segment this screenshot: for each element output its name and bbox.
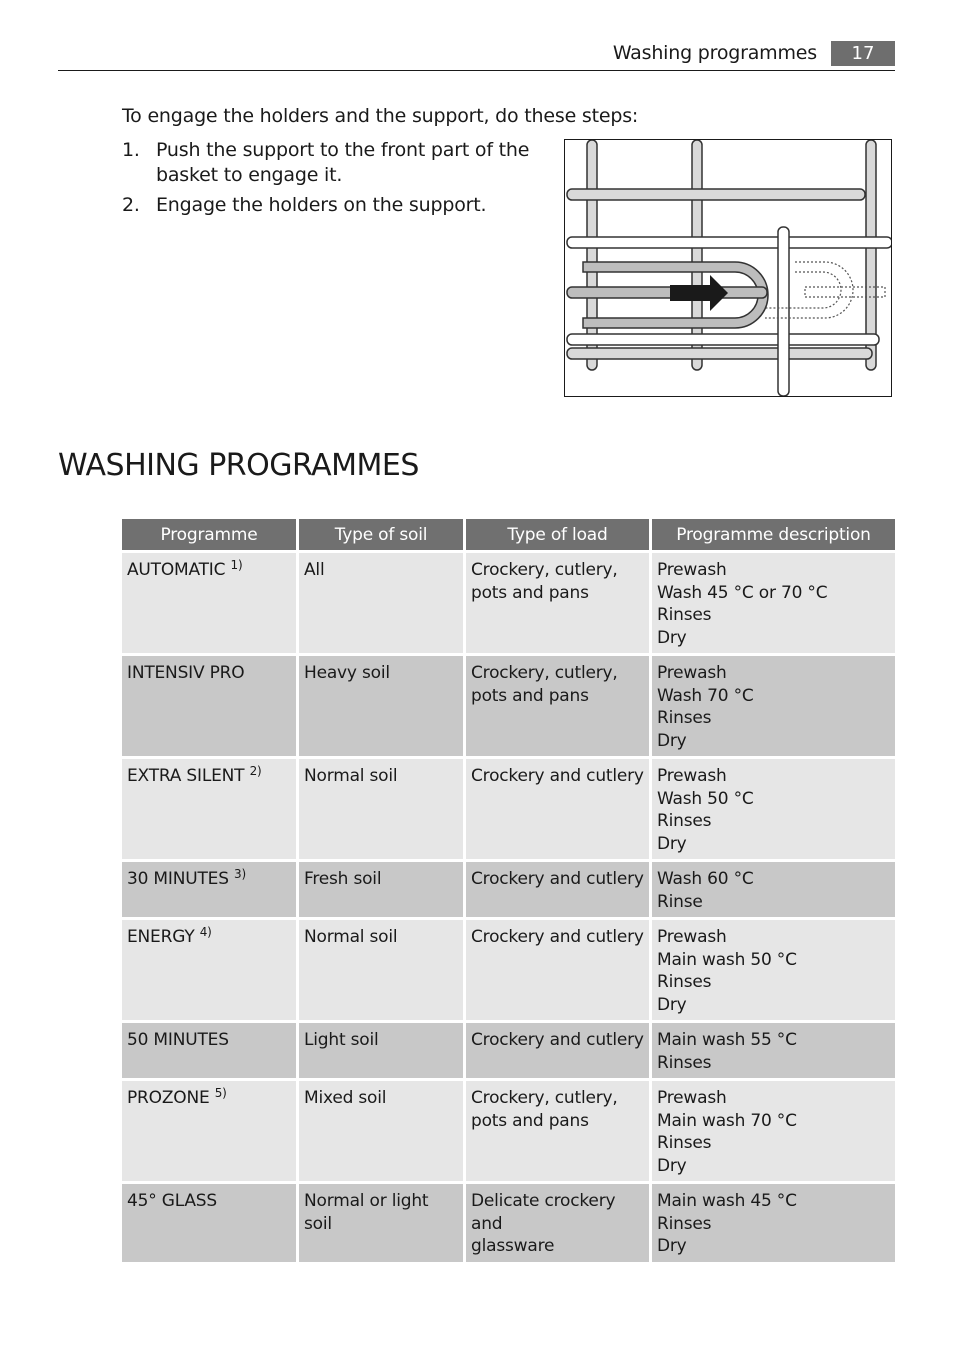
soil-cell: Light soil (299, 1023, 466, 1081)
description-cell (652, 1184, 895, 1262)
programme-cell (122, 759, 299, 862)
soil-cell: Heavy soil (299, 656, 466, 759)
programme-cell (122, 862, 299, 920)
description-line: Rinses (657, 605, 712, 625)
page-number: 17 (831, 41, 895, 66)
step-number: 1. (122, 139, 140, 161)
load-line: Crockery, cutlery, (471, 560, 618, 580)
table-row (122, 1081, 895, 1184)
load-line: pots and pans (471, 685, 589, 706)
basket-rod (567, 334, 879, 345)
table-row (122, 862, 895, 920)
holder-target-outline (765, 272, 841, 308)
description-cell (652, 759, 895, 862)
steps-list (122, 138, 542, 223)
description-cell (652, 1023, 895, 1081)
basket-rod (567, 348, 872, 359)
description-line: Main wash 50 °C (657, 949, 797, 970)
description-line: Wash 70 °C (657, 685, 754, 706)
description-line: Rinses (657, 1133, 712, 1153)
description-line: Prewash (657, 663, 727, 683)
load-line: Crockery and cutlery (471, 766, 644, 786)
load-line: Crockery and cutlery (471, 927, 644, 947)
table-row (122, 920, 895, 1023)
footnote-marker: 5) (214, 1086, 227, 1100)
description-line: Prewash (657, 927, 727, 947)
section-title: WASHING PROGRAMMES (58, 448, 419, 483)
holder-part (567, 287, 767, 298)
load-line: Crockery, cutlery, (471, 1088, 618, 1108)
load-line: Crockery and cutlery (471, 869, 644, 889)
description-cell (652, 920, 895, 1023)
load-cell (466, 862, 652, 920)
table-row (122, 1023, 895, 1081)
description-line: Wash 45 °C or 70 °C (657, 582, 828, 603)
programme-name: AUTOMATIC (127, 560, 226, 580)
programme-cell (122, 1184, 299, 1262)
step-item (122, 193, 542, 218)
step-number: 2. (122, 194, 140, 216)
footnote-marker: 4) (199, 925, 212, 939)
basket-rod (567, 237, 891, 248)
footnote-marker: 2) (249, 764, 262, 778)
description-line: Wash 50 °C (657, 788, 754, 809)
column-header: Programme (122, 519, 299, 553)
programme-cell (122, 1081, 299, 1184)
description-line: Wash 60 °C (657, 869, 754, 889)
description-line: Main wash 45 °C (657, 1191, 797, 1211)
programme-name: INTENSIV PRO (127, 663, 245, 683)
soil-cell: Fresh soil (299, 862, 466, 920)
description-cell (652, 553, 895, 656)
load-line: Crockery and cutlery (471, 1030, 644, 1050)
programme-cell (122, 656, 299, 759)
description-cell (652, 656, 895, 759)
description-line: Rinses (657, 811, 712, 831)
header-title: Washing programmes (612, 42, 817, 64)
load-cell (466, 553, 652, 656)
programme-cell (122, 553, 299, 656)
table-row (122, 1184, 895, 1262)
column-header: Programme description (652, 519, 895, 553)
footnote-marker: 3) (234, 867, 246, 881)
soil-cell: Normal soil (299, 920, 466, 1023)
programme-name: ENERGY (127, 927, 195, 947)
basket-rod (567, 189, 865, 200)
soil-cell: Normal soil (299, 759, 466, 862)
soil-cell: All (299, 553, 466, 656)
intro-text: To engage the holders and the support, do these steps: (122, 105, 639, 127)
table-row (122, 553, 895, 656)
description-line: Prewash (657, 560, 727, 580)
step-text: Push the support to the front part of the basket to engage it. (156, 139, 530, 186)
soil-cell: Mixed soil (299, 1081, 466, 1184)
column-header: Type of soil (299, 519, 466, 553)
programme-cell (122, 920, 299, 1023)
programme-cell (122, 1023, 299, 1081)
load-cell (466, 656, 652, 759)
footnote-marker: 1) (230, 558, 243, 572)
load-line: glassware (471, 1236, 555, 1256)
load-cell (466, 1023, 652, 1081)
programme-name: EXTRA SILENT (127, 766, 245, 786)
load-line: Delicate crockery and (471, 1191, 616, 1234)
programme-name: 45° GLASS (127, 1191, 217, 1211)
description-line: Prewash (657, 1088, 727, 1108)
description-line: Dry (657, 833, 687, 854)
description-line: Dry (657, 994, 687, 1015)
header-rule (58, 70, 895, 71)
step-item (122, 138, 542, 188)
description-line: Dry (657, 627, 687, 648)
description-line: Rinses (657, 708, 712, 728)
description-cell (652, 1081, 895, 1184)
support-rod (778, 227, 789, 396)
programme-name: 30 MINUTES (127, 869, 229, 889)
description-line: Main wash 55 °C (657, 1030, 797, 1050)
basket-illustration (564, 139, 892, 397)
programme-name: PROZONE (127, 1088, 210, 1108)
basket-support-diagram (565, 140, 891, 396)
table-row (122, 759, 895, 862)
load-line: Crockery, cutlery, (471, 663, 618, 683)
description-line: Main wash 70 °C (657, 1110, 797, 1131)
load-cell (466, 1081, 652, 1184)
load-line: pots and pans (471, 582, 589, 603)
description-line: Dry (657, 1155, 687, 1176)
column-header: Type of load (466, 519, 652, 553)
description-line: Rinse (657, 891, 703, 912)
load-line: pots and pans (471, 1110, 589, 1131)
table-header-row (122, 519, 895, 553)
description-line: Rinses (657, 972, 712, 992)
step-text: Engage the holders on the support. (156, 194, 487, 216)
table-row (122, 656, 895, 759)
description-line: Dry (657, 1236, 687, 1256)
description-line: Rinses (657, 1213, 712, 1234)
description-cell (652, 862, 895, 920)
load-cell (466, 1184, 652, 1262)
description-line: Prewash (657, 766, 727, 786)
description-line: Rinses (657, 1052, 712, 1073)
load-cell (466, 920, 652, 1023)
load-cell (466, 759, 652, 862)
soil-cell: Normal or light soil (299, 1184, 466, 1262)
washing-programmes-table (122, 519, 895, 1262)
description-line: Dry (657, 730, 687, 751)
programme-name: 50 MINUTES (127, 1030, 229, 1050)
